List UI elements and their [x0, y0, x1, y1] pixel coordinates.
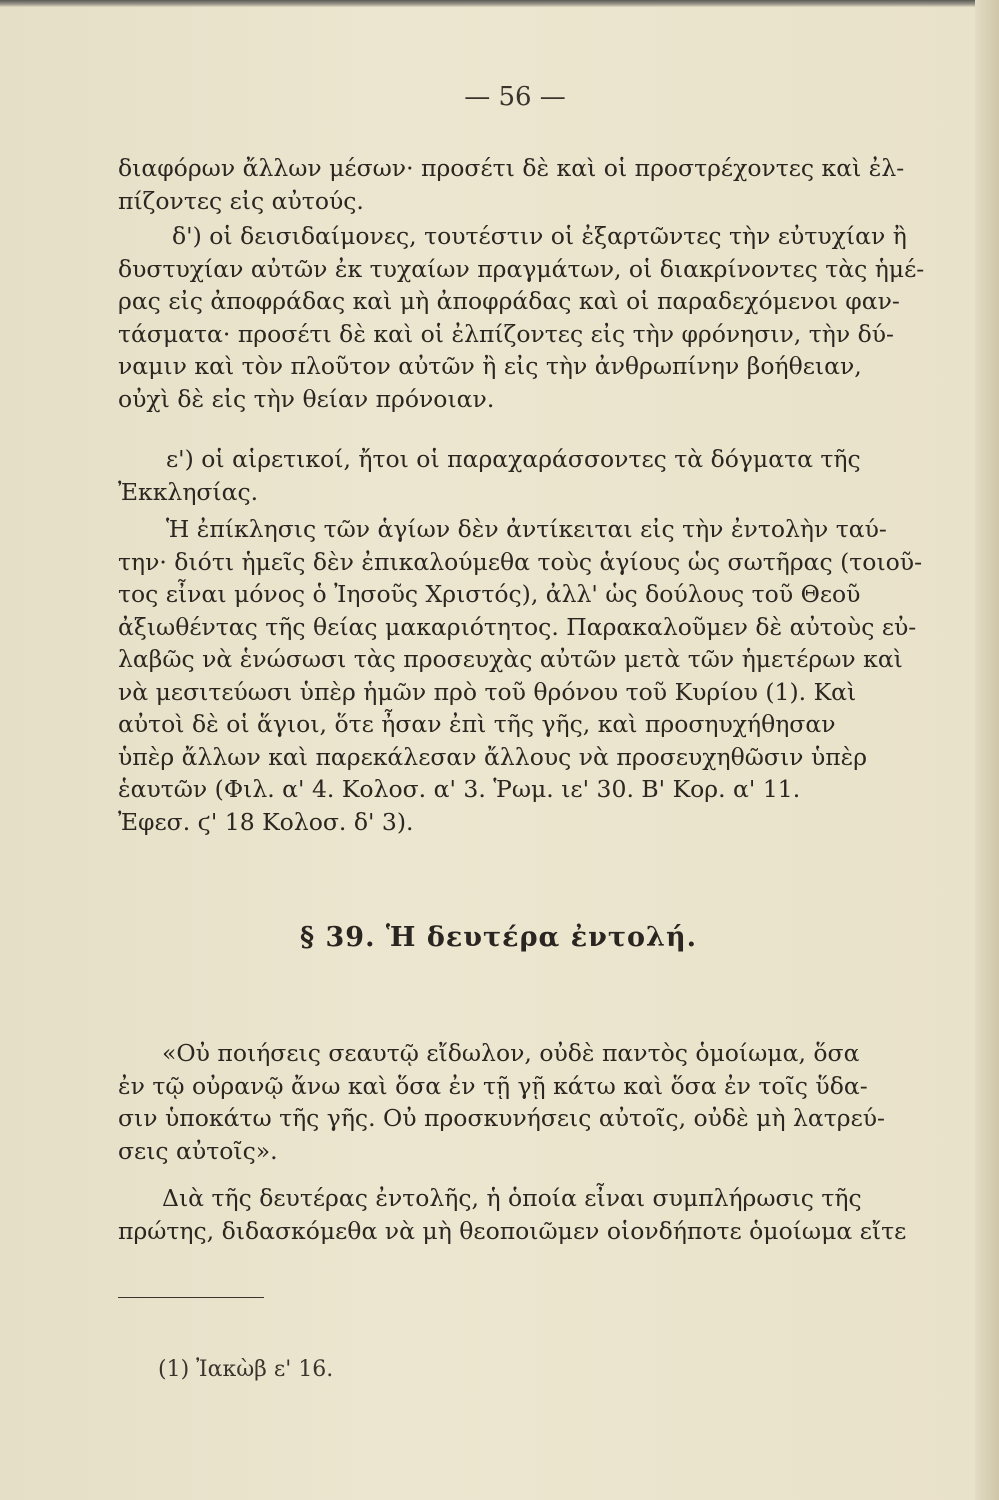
text-line: λαβῶς νὰ ἑνώσωσι τὰς προσευχὰς αὐτῶν μετὰ τῶν ἡμετέρων καὶ	[118, 645, 903, 673]
page-number: — 56 —	[464, 82, 566, 112]
section-heading: § 39. Ἡ δευτέρα ἐντολή.	[300, 922, 697, 953]
text-line: ἀξιωθέντας τῆς θείας μακαριότητος. Παρακαλοῦμεν δὲ αὐτοὺς εὐ-	[118, 612, 917, 641]
text-line: τάσματα· προσέτι δὲ καὶ οἱ ἐλπίζοντες εἰς τὴν φρόνησιν, τὴν δύ-	[118, 319, 894, 348]
paragraph-3	[118, 443, 898, 508]
footnote-divider	[118, 1297, 264, 1298]
text-line: Ἐκκλησίας.	[118, 477, 259, 506]
text-line: Ἡ ἐπίκλησις τῶν ἁγίων δὲν ἀντίκειται εἰς τὴν ἐντολὴν ταύ-	[166, 515, 887, 543]
text-line: νὰ μεσιτεύωσι ὑπὲρ ἡμῶν πρὸ τοῦ θρόνου τοῦ Κυρίου (1). Καὶ	[118, 677, 857, 706]
text-line: σεις αὐτοῖς».	[118, 1136, 278, 1165]
text-line: Διὰ τῆς δευτέρας ἐντολῆς, ἡ ὁποία εἶναι συμπλήρωσις τῆς	[162, 1184, 862, 1212]
text-line: πίζοντες εἰς αὐτούς.	[118, 186, 364, 215]
text-line: «Οὐ ποιήσεις σεαυτῷ εἴδωλον, οὐδὲ παντὸς ὁμοίωμα, ὅσα	[162, 1039, 860, 1067]
paragraph-1	[118, 152, 905, 217]
text-line: ἑαυτῶν (Φιλ. α' 4. Κολοσ. α' 3. Ῥωμ. ιε' 30. Β' Κορ. α' 11.	[118, 775, 801, 803]
text-line: ὑπὲρ ἄλλων καὶ παρεκάλεσαν ἄλλους νὰ προσευχηθῶσιν ὑπὲρ	[118, 742, 868, 771]
text-line: αὐτοὶ δὲ οἱ ἅγιοι, ὅτε ἦσαν ἐπὶ τῆς γῆς, καὶ προσηυχήθησαν	[118, 710, 836, 738]
text-line: ἐν τῷ οὐρανῷ ἄνω καὶ ὅσα ἐν τῇ γῇ κάτω καὶ ὅσα ἐν τοῖς ὕδα-	[118, 1071, 868, 1100]
text-line: Ἐφεσ. ϛ' 18 Κολοσ. δ' 3).	[118, 807, 414, 836]
text-line: την· διότι ἡμεῖς δὲν ἐπικαλούμεθα τοὺς ἁγίους ὡς σωτῆρας (τοιοῦ-	[118, 547, 923, 576]
paragraph-4	[118, 513, 923, 838]
text-line: ναμιν καὶ τὸν πλοῦτον αὐτῶν ἢ εἰς τὴν ἀνθρωπίνην βοήθειαν,	[118, 352, 862, 380]
text-line: οὐχὶ δὲ εἰς τὴν θείαν πρόνοιαν.	[118, 384, 495, 413]
text-line: πρώτης, διδασκόμεθα νὰ μὴ θεοποιῶμεν οἱονδήποτε ὁμοίωμα εἴτε	[118, 1216, 907, 1245]
paragraph-2	[118, 220, 925, 415]
text-line: τος εἶναι μόνος ὁ Ἰησοῦς Χριστός), ἀλλ' ὡς δούλους τοῦ Θεοῦ	[118, 580, 861, 608]
page-top-edge	[0, 0, 999, 7]
text-line: δ') οἱ δεισιδαίμονες, τουτέστιν οἱ ἐξαρτῶντες τὴν εὐτυχίαν ἢ	[172, 222, 907, 250]
text-line: σιν ὑποκάτω τῆς γῆς. Οὐ προσκυνήσεις αὐτοῖς, οὐδὲ μὴ λατρεύ-	[118, 1104, 885, 1132]
text-line: δυστυχίαν αὐτῶν ἐκ τυχαίων πραγμάτων, οἱ διακρίνοντες τὰς ἡμέ-	[118, 254, 925, 283]
text-line: διαφόρων ἄλλων μέσων· προσέτι δὲ καὶ οἱ προστρέχοντες καὶ ἐλ-	[118, 154, 905, 182]
footnote: (1) Ἰακὼβ ε' 16.	[158, 1357, 334, 1382]
page-right-edge	[975, 0, 999, 1500]
text-line: ε') οἱ αἱρετικοί, ἤτοι οἱ παραχαράσσοντες τὰ δόγματα τῆς	[166, 445, 861, 473]
paragraph-5	[118, 1037, 898, 1167]
text-line: ρας εἰς ἀποφράδας καὶ μὴ ἀποφράδας καὶ οἱ παραδεχόμενοι φαν-	[118, 287, 900, 315]
paragraph-6	[118, 1182, 907, 1247]
